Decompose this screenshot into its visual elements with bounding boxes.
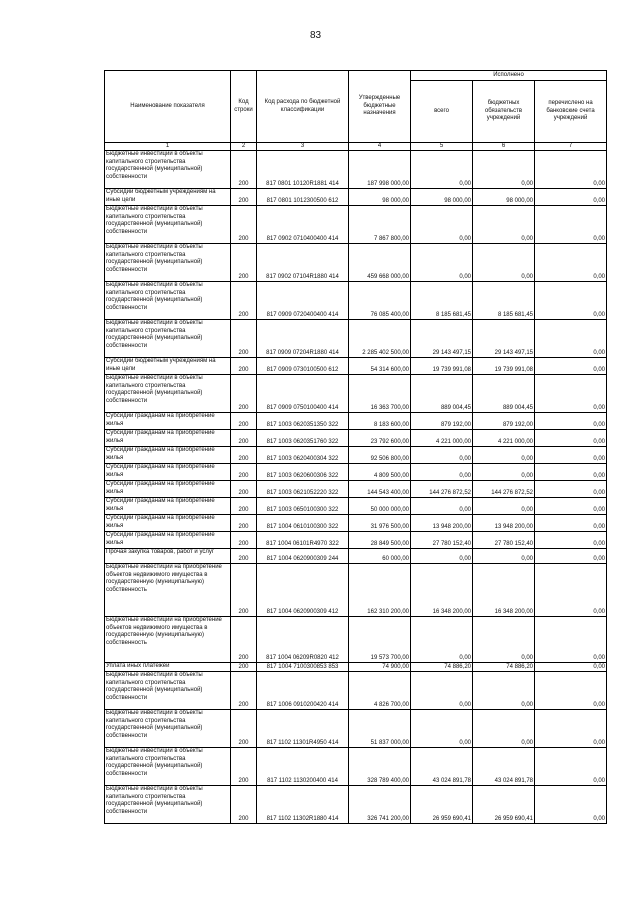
row-approved-amount: 16 363 700,00 <box>349 375 411 413</box>
row-executed-total: 0,00 <box>411 464 473 481</box>
row-executed-total: 0,00 <box>411 617 473 663</box>
row-executed-total: 8 185 681,45 <box>411 282 473 320</box>
row-approved-amount: 459 668 000,00 <box>349 244 411 282</box>
row-line-code: 200 <box>231 320 257 358</box>
table-row <box>105 430 607 447</box>
row-line-code: 200 <box>231 358 257 375</box>
column-number: 1 <box>105 143 231 151</box>
row-executed-obligations: 144 276 872,52 <box>473 481 535 498</box>
row-approved-amount: 7 867 800,00 <box>349 206 411 244</box>
row-name: Субсидии бюджетным учреждениям на иные цели <box>105 189 231 206</box>
row-executed-obligations: 879 192,00 <box>473 413 535 430</box>
row-line-code: 200 <box>231 206 257 244</box>
row-executed-obligations: 13 948 200,00 <box>473 515 535 532</box>
row-executed-transfer: 0,00 <box>535 358 607 375</box>
table-row <box>105 413 607 430</box>
page-number: 83 <box>309 30 322 41</box>
row-approved-amount: 74 900,00 <box>349 663 411 672</box>
row-line-code: 200 <box>231 617 257 663</box>
row-budget-code: 817 1102 11302R1880 414 <box>257 786 349 824</box>
row-executed-total: 27 780 152,40 <box>411 532 473 549</box>
row-executed-obligations: 43 024 891,78 <box>473 748 535 786</box>
row-executed-obligations: 0,00 <box>473 498 535 515</box>
row-executed-total: 29 143 497,15 <box>411 320 473 358</box>
row-approved-amount: 2 285 402 500,00 <box>349 320 411 358</box>
row-executed-transfer: 0,00 <box>535 320 607 358</box>
row-executed-total: 98 000,00 <box>411 189 473 206</box>
row-approved-amount: 19 573 700,00 <box>349 617 411 663</box>
row-approved-amount: 76 085 400,00 <box>349 282 411 320</box>
row-line-code: 200 <box>231 710 257 748</box>
row-executed-total: 144 276 872,52 <box>411 481 473 498</box>
row-approved-amount: 28 849 500,00 <box>349 532 411 549</box>
table-row <box>105 549 607 564</box>
table-header <box>105 71 607 151</box>
row-budget-code: 817 0909 0730100500 612 <box>257 358 349 375</box>
column-numbers-row <box>105 143 607 151</box>
row-budget-code: 817 0801 10120R1881 414 <box>257 151 349 189</box>
row-budget-code: 817 0902 07104R1880 414 <box>257 244 349 282</box>
row-executed-transfer: 0,00 <box>535 430 607 447</box>
row-name: Субсидии гражданам на приобретение жилья <box>105 515 231 532</box>
row-executed-total: 0,00 <box>411 206 473 244</box>
table-row <box>105 244 607 282</box>
row-name: Прочая закупка товаров, работ и услуг <box>105 549 231 564</box>
budget-execution-table <box>104 70 607 824</box>
row-executed-transfer: 0,00 <box>535 375 607 413</box>
row-line-code: 200 <box>231 532 257 549</box>
row-budget-code: 817 1004 0610100300 322 <box>257 515 349 532</box>
header-total: всего <box>411 81 473 143</box>
row-executed-obligations: 0,00 <box>473 151 535 189</box>
row-executed-transfer: 0,00 <box>535 515 607 532</box>
table-row <box>105 464 607 481</box>
row-executed-total: 26 959 690,41 <box>411 786 473 824</box>
row-name: Субсидии бюджетным учреждениям на иные цели <box>105 358 231 375</box>
row-executed-transfer: 0,00 <box>535 748 607 786</box>
row-executed-transfer: 0,00 <box>535 282 607 320</box>
row-budget-code: 817 1003 0620351350 322 <box>257 413 349 430</box>
table-row <box>105 532 607 549</box>
row-approved-amount: 31 976 500,00 <box>349 515 411 532</box>
row-executed-obligations: 16 348 200,00 <box>473 564 535 617</box>
column-number: 2 <box>231 143 257 151</box>
row-name: Бюджетные инвестиции в объекты капитального строительства государственной (муниципальной) собственности <box>105 320 231 358</box>
table-row <box>105 375 607 413</box>
row-line-code: 200 <box>231 515 257 532</box>
header-name: Наименование показателя <box>105 71 231 143</box>
header-executed: Исполнено <box>411 71 607 81</box>
row-name: Субсидии гражданам на приобретение жилья <box>105 430 231 447</box>
row-budget-code: 817 1003 0621052220 322 <box>257 481 349 498</box>
row-executed-total: 889 004,45 <box>411 375 473 413</box>
row-budget-code: 817 1102 11301R4950 414 <box>257 710 349 748</box>
row-executed-total: 0,00 <box>411 710 473 748</box>
table-row <box>105 498 607 515</box>
column-number: 4 <box>349 143 411 151</box>
row-executed-obligations: 27 780 152,40 <box>473 532 535 549</box>
row-line-code: 200 <box>231 447 257 464</box>
row-name: Бюджетные инвестиции в объекты капитального строительства государственной (муниципальной) собственности <box>105 375 231 413</box>
table-row <box>105 282 607 320</box>
table-body <box>105 151 607 824</box>
header-code: Код расхода по бюджетной классификации <box>257 71 349 143</box>
row-name: Субсидии гражданам на приобретение жилья <box>105 498 231 515</box>
row-budget-code: 817 0902 0710400400 414 <box>257 206 349 244</box>
row-budget-code: 817 1003 0650100300 322 <box>257 498 349 515</box>
row-name: Субсидии гражданам на приобретение жилья <box>105 464 231 481</box>
row-name: Субсидии гражданам на приобретение жилья <box>105 532 231 549</box>
row-executed-total: 4 221 000,00 <box>411 430 473 447</box>
row-line-code: 200 <box>231 498 257 515</box>
row-executed-total: 879 192,00 <box>411 413 473 430</box>
row-executed-obligations: 0,00 <box>473 617 535 663</box>
row-executed-transfer: 0,00 <box>535 672 607 710</box>
row-budget-code: 817 1102 1130200400 414 <box>257 748 349 786</box>
table-row <box>105 564 607 617</box>
row-approved-amount: 54 314 600,00 <box>349 358 411 375</box>
row-name: Субсидии гражданам на приобретение жилья <box>105 413 231 430</box>
row-executed-obligations: 4 221 000,00 <box>473 430 535 447</box>
row-executed-transfer: 0,00 <box>535 447 607 464</box>
row-executed-transfer: 0,00 <box>535 663 607 672</box>
row-executed-obligations: 98 000,00 <box>473 189 535 206</box>
column-number: 3 <box>257 143 349 151</box>
row-executed-transfer: 0,00 <box>535 617 607 663</box>
row-line-code: 200 <box>231 481 257 498</box>
row-executed-transfer: 0,00 <box>535 498 607 515</box>
row-approved-amount: 187 998 000,00 <box>349 151 411 189</box>
header-bank-transfer: перечислено на банковские счета учреждений <box>535 81 607 143</box>
column-number: 7 <box>535 143 607 151</box>
row-line-code: 200 <box>231 244 257 282</box>
row-executed-transfer: 0,00 <box>535 564 607 617</box>
table-row <box>105 206 607 244</box>
row-executed-transfer: 0,00 <box>535 244 607 282</box>
row-budget-code: 817 0909 0720400400 414 <box>257 282 349 320</box>
row-name: Бюджетные инвестиции в объекты капитального строительства государственной (муниципальной) собственности <box>105 282 231 320</box>
row-name: Бюджетные инвестиции в объекты капитального строительства государственной (муниципальной) собственности <box>105 748 231 786</box>
row-budget-code: 817 0909 0750100400 414 <box>257 375 349 413</box>
row-line-code: 200 <box>231 672 257 710</box>
row-line-code: 200 <box>231 430 257 447</box>
row-approved-amount: 4 826 700,00 <box>349 672 411 710</box>
row-executed-total: 0,00 <box>411 549 473 564</box>
row-budget-code: 817 1004 7100300853 853 <box>257 663 349 672</box>
row-executed-total: 0,00 <box>411 244 473 282</box>
row-executed-total: 19 739 991,08 <box>411 358 473 375</box>
row-budget-code: 817 1003 0620400304 322 <box>257 447 349 464</box>
row-budget-code: 817 1006 0910200420 414 <box>257 672 349 710</box>
row-executed-obligations: 0,00 <box>473 447 535 464</box>
row-executed-total: 0,00 <box>411 672 473 710</box>
row-name: Бюджетные инвестиции на приобретение объектов недвижимого имущества в государственную (муниципальную) собственность <box>105 617 231 663</box>
row-line-code: 200 <box>231 282 257 320</box>
row-name: Бюджетные инвестиции в объекты капитального строительства государственной (муниципальной) собственности <box>105 710 231 748</box>
row-approved-amount: 60 000,00 <box>349 549 411 564</box>
table-row <box>105 481 607 498</box>
row-name: Бюджетные инвестиции на приобретение объектов недвижимого имущества в государственную (муниципальную) собственность <box>105 564 231 617</box>
row-line-code: 200 <box>231 564 257 617</box>
row-executed-obligations: 8 185 681,45 <box>473 282 535 320</box>
row-executed-obligations: 74 886,20 <box>473 663 535 672</box>
row-line-code: 200 <box>231 464 257 481</box>
row-executed-transfer: 0,00 <box>535 464 607 481</box>
row-executed-transfer: 0,00 <box>535 151 607 189</box>
table-row <box>105 151 607 189</box>
row-name: Уплата иных платежей <box>105 663 231 672</box>
table-row <box>105 663 607 672</box>
row-executed-transfer: 0,00 <box>535 549 607 564</box>
row-name: Субсидии гражданам на приобретение жилья <box>105 481 231 498</box>
row-name: Субсидии гражданам на приобретение жилья <box>105 447 231 464</box>
row-executed-obligations: 0,00 <box>473 464 535 481</box>
table-row <box>105 617 607 663</box>
row-executed-obligations: 19 739 991,08 <box>473 358 535 375</box>
row-executed-transfer: 0,00 <box>535 206 607 244</box>
row-executed-total: 13 948 200,00 <box>411 515 473 532</box>
row-approved-amount: 144 543 400,00 <box>349 481 411 498</box>
row-line-code: 200 <box>231 786 257 824</box>
row-approved-amount: 50 000 000,00 <box>349 498 411 515</box>
row-name: Бюджетные инвестиции в объекты капитального строительства государственной (муниципальной) собственности <box>105 151 231 189</box>
row-executed-total: 0,00 <box>411 447 473 464</box>
row-budget-code: 817 0801 1012300500 612 <box>257 189 349 206</box>
row-executed-obligations: 26 959 690,41 <box>473 786 535 824</box>
table-row <box>105 515 607 532</box>
table-row <box>105 748 607 786</box>
row-executed-total: 16 348 200,00 <box>411 564 473 617</box>
row-name: Бюджетные инвестиции в объекты капитального строительства государственной (муниципальной) собственности <box>105 672 231 710</box>
table-row <box>105 447 607 464</box>
row-executed-obligations: 0,00 <box>473 244 535 282</box>
row-executed-total: 0,00 <box>411 498 473 515</box>
header-budget-obligations: бюджетных обязательств учреждений <box>473 81 535 143</box>
column-number: 6 <box>473 143 535 151</box>
column-number: 5 <box>411 143 473 151</box>
row-budget-code: 817 1004 0620900309 244 <box>257 549 349 564</box>
row-line-code: 200 <box>231 549 257 564</box>
row-line-code: 200 <box>231 151 257 189</box>
row-line-code: 200 <box>231 375 257 413</box>
row-executed-obligations: 889 004,45 <box>473 375 535 413</box>
row-executed-total: 74 886,20 <box>411 663 473 672</box>
row-budget-code: 817 0909 07204R1880 414 <box>257 320 349 358</box>
row-executed-transfer: 0,00 <box>535 532 607 549</box>
row-line-code: 200 <box>231 748 257 786</box>
row-approved-amount: 23 792 600,00 <box>349 430 411 447</box>
row-approved-amount: 162 310 200,00 <box>349 564 411 617</box>
row-line-code: 200 <box>231 413 257 430</box>
row-approved-amount: 326 741 200,00 <box>349 786 411 824</box>
table-row <box>105 786 607 824</box>
row-budget-code: 817 1003 0620600306 322 <box>257 464 349 481</box>
row-line-code: 200 <box>231 189 257 206</box>
row-approved-amount: 4 809 500,00 <box>349 464 411 481</box>
header-approved: Утвержденные бюджетные назначения <box>349 71 411 143</box>
row-name: Бюджетные инвестиции в объекты капитального строительства государственной (муниципальной) собственности <box>105 206 231 244</box>
row-line-code: 200 <box>231 663 257 672</box>
row-executed-total: 0,00 <box>411 151 473 189</box>
row-budget-code: 817 1004 0620900309 412 <box>257 564 349 617</box>
row-budget-code: 817 1003 0620351760 322 <box>257 430 349 447</box>
row-executed-obligations: 0,00 <box>473 710 535 748</box>
row-approved-amount: 92 506 800,00 <box>349 447 411 464</box>
row-executed-obligations: 0,00 <box>473 549 535 564</box>
row-executed-transfer: 0,00 <box>535 786 607 824</box>
header-line: Код строки <box>231 71 257 143</box>
row-approved-amount: 328 789 400,00 <box>349 748 411 786</box>
row-executed-obligations: 0,00 <box>473 672 535 710</box>
table-row <box>105 189 607 206</box>
row-name: Бюджетные инвестиции в объекты капитального строительства государственной (муниципальной) собственности <box>105 786 231 824</box>
table-row <box>105 672 607 710</box>
row-executed-obligations: 29 143 497,15 <box>473 320 535 358</box>
row-approved-amount: 51 837 000,00 <box>349 710 411 748</box>
row-executed-transfer: 0,00 <box>535 481 607 498</box>
row-executed-total: 43 024 891,78 <box>411 748 473 786</box>
row-executed-transfer: 0,00 <box>535 413 607 430</box>
table-row <box>105 320 607 358</box>
row-executed-transfer: 0,00 <box>535 189 607 206</box>
row-executed-transfer: 0,00 <box>535 710 607 748</box>
row-executed-obligations: 0,00 <box>473 206 535 244</box>
row-name: Бюджетные инвестиции в объекты капитального строительства государственной (муниципальной) собственности <box>105 244 231 282</box>
row-budget-code: 817 1004 06101R4970 322 <box>257 532 349 549</box>
row-approved-amount: 8 183 600,00 <box>349 413 411 430</box>
row-budget-code: 817 1004 06209R0820 412 <box>257 617 349 663</box>
row-approved-amount: 98 000,00 <box>349 189 411 206</box>
table-row <box>105 710 607 748</box>
table-row <box>105 358 607 375</box>
